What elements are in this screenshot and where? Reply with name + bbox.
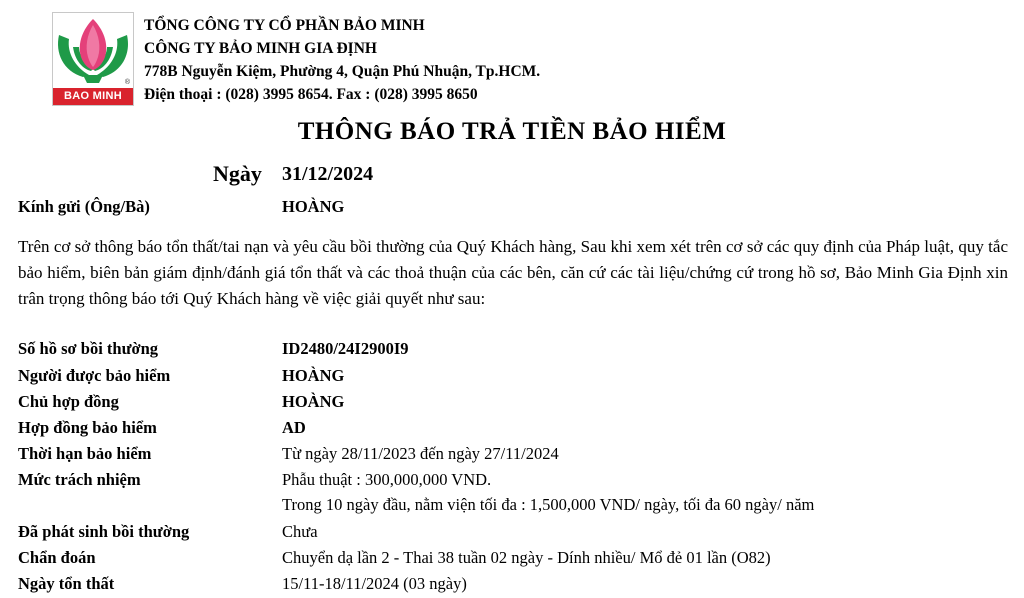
- period-label: Thời hạn bảo hiểm: [18, 444, 152, 463]
- liability-value-line1: Phẫu thuật : 300,000,000 VND.: [282, 470, 492, 489]
- claim-no-label: Số hồ sơ bồi thường: [18, 339, 159, 358]
- addressee-label: Kính gửi (Ông/Bà): [18, 197, 150, 216]
- date-label: Ngày: [213, 161, 262, 186]
- claim-no-value: ID2480/24I2900I9: [282, 339, 409, 358]
- diagnosis-value: Chuyển dạ lần 2 - Thai 38 tuần 02 ngày - Dính nhiều/ Mổ đẻ 01 lần (O82): [282, 548, 771, 567]
- insured-label: Người được bảo hiểm: [18, 366, 171, 385]
- policyholder-value: HOÀNG: [282, 392, 345, 411]
- registered-mark: ®: [124, 79, 130, 86]
- loss-date-value: 15/11-18/11/2024 (03 ngày): [282, 574, 467, 593]
- date-value: 31/12/2024: [282, 163, 374, 185]
- company-header: [144, 14, 540, 106]
- liability-value-line2: Trong 10 ngày đầu, nằm viện tối đa : 1,500,000 VND/ ngày, tối đa 60 ngày/ năm: [282, 495, 815, 514]
- liability-label: Mức trách nhiệm: [18, 470, 141, 489]
- company-logo: [52, 12, 134, 106]
- policy-label: Hợp đồng bảo hiểm: [18, 418, 157, 437]
- prior-claims-value: Chưa: [282, 522, 318, 541]
- insured-value: HOÀNG: [282, 366, 345, 385]
- company-name: CÔNG TY BẢO MINH GIA ĐỊNH: [144, 40, 377, 57]
- loss-date-label: Ngày tổn thất: [18, 574, 115, 593]
- policyholder-label: Chủ hợp đồng: [18, 392, 119, 411]
- addressee-value: HOÀNG: [282, 197, 345, 216]
- company-phone-fax: Điện thoại : (028) 3995 8654. Fax : (028) 3995 8650: [144, 86, 478, 103]
- diagnosis-label: Chẩn đoán: [18, 548, 96, 567]
- notice-title: THÔNG BÁO TRẢ TIỀN BẢO HIỂM: [297, 118, 727, 145]
- prior-claims-label: Đã phát sinh bồi thường: [18, 522, 190, 541]
- lotus-flower-logo: [53, 13, 133, 88]
- logo-brand-text: BAO MINH: [53, 88, 133, 105]
- parent-company-name: TỔNG CÔNG TY CỔ PHẦN BẢO MINH: [144, 17, 425, 34]
- policy-value: AD: [282, 418, 306, 437]
- period-value: Từ ngày 28/11/2023 đến ngày 27/11/2024: [282, 444, 559, 463]
- company-address: 778B Nguyễn Kiệm, Phường 4, Quận Phú Nhuận, Tp.HCM.: [144, 63, 541, 80]
- intro-paragraph: Trên cơ sở thông báo tổn thất/tai nạn và yêu cầu bồi thường của Quý Khách hàng, Sau khi xem xét trên cơ sở các quy định của Pháp luật, quy tắc bảo hiểm, biên bản giám định/đánh giá tổn thất và các thoả thuận của các bên, căn cứ các tài liệu/chứng cứ trong hồ sơ, Bảo Minh Gia Định xin trân trọng thông báo tới Quý Khách hàng về việc giải quyết như sau:: [18, 237, 1008, 308]
